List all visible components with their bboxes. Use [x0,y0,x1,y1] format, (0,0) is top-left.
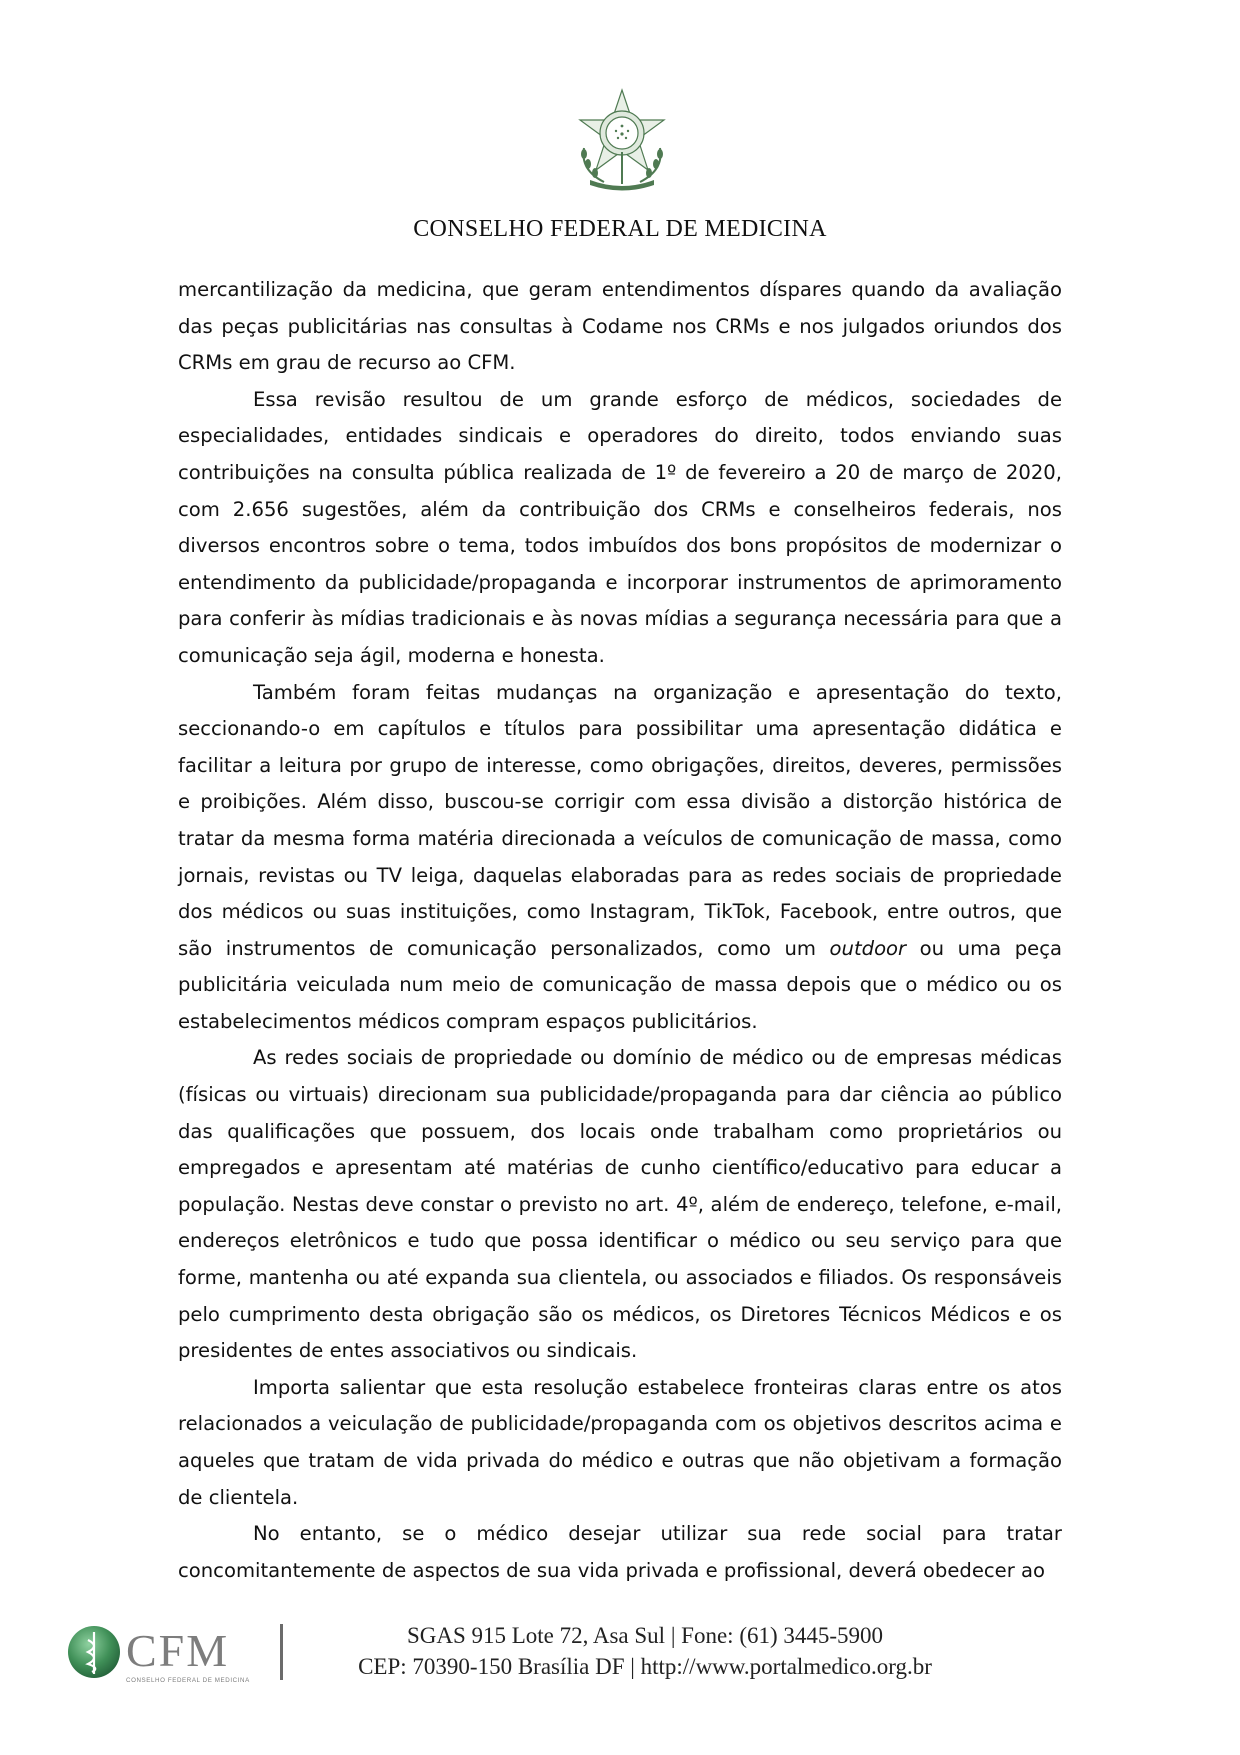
cfm-logo [66,1618,280,1688]
cfm-logo-text: CFM [126,1625,230,1676]
paragraph-2: Essa revisão resultou de um grande esforço de médicos, sociedades de especialidades, entidades sindicais e operadores do direito, todos enviando suas contribuições na consulta pública realizada de 1º de fevereiro a 20 de março de 2020, com 2.656 sugestões, além da contribuição dos CRMs e conselheiros federais, nos diversos encontros sobre o tema, todos imbuídos dos bons propósitos de modernizar o entendimento da publicidade/propaganda e incorporar instrumentos de aprimoramento para conferir às mídias tradicionais e às novas mídias a segurança necessária para que a comunicação seja ágil, moderna e honesta. [178,387,1062,667]
brazil-coat-of-arms-icon [570,88,674,192]
footer-divider [280,1624,283,1680]
paragraph-4: As redes sociais de propriedade ou domínio de médico ou de empresas médicas (físicas ou virtuais) direcionam sua publicidade/propaganda para dar ciência ao público das qualificações que possuem, dos locais onde trabalham como proprietários ou empregados e apresentam até matérias de cunho científico/educativo para educar a população. Nestas deve constar o previsto no art. 4º, além de endereço, telefone, e-mail, endereços eletrônicos e tudo que possa identificar o médico ou seu serviço para que forme, mantenha ou até expanda sua clientela, ou associados e filiados. Os responsáveis pelo cumprimento desta obrigação são os médicos, os Diretores Técnicos Médicos e os presidentes de entes associativos ou sindicais. [178,1046,1062,1363]
paragraph-5: Importa salientar que esta resolução estabelece fronteiras claras entre os atos relacionados a veiculação de publicidade/propaganda com os objetivos descritos acima e aqueles que tratam de vida privada do médico e outras que não objetivam a formação de clientela. [178,1375,1062,1509]
paragraph-3-text-b: ou uma peça publicitária veiculada num meio de comunicação de massa depois que o médico ou os estabelecimentos médicos compram espaços publicitários. [178,936,1062,1033]
page-header [0,0,1240,250]
footer-cep-url: CEP: 70390-150 Brasília DF | http://www.portalmedico.org.br [358,1654,932,1679]
paragraph-6: No entanto, se o médico desejar utilizar sua rede social para tratar concomitantemente de aspectos de sua vida privada e profissional, deverá obedecer ao [178,1522,1062,1582]
organization-name: CONSELHO FEDERAL DE MEDICINA [413,216,827,242]
cfm-logo-subtext: CONSELHO FEDERAL DE MEDICINA [126,1677,250,1684]
footer-contact [295,1620,995,1682]
italic-term: outdoor [829,936,907,960]
page-footer [0,1610,1240,1700]
document-body [178,272,1062,1589]
paragraph-3-text-a: Também foram feitas mudanças na organização e apresentação do texto, seccionando-o em capítulos e títulos para possibilitar uma apresentação didática e facilitar a leitura por grupo de interesse, como obrigações, direitos, deveres, permissões e proibições. Além disso, buscou-se corrigir com essa divisão a distorção histórica de tratar da mesma forma matéria direcionada a veículos de comunicação de massa, como jornais, revistas ou TV leiga, daquelas elaboradas para as redes sociais de propriedade dos médicos ou suas instituições, como Instagram, TikTok, Facebook, entre outros, que são instrumentos de comunicação personalizados, como um [178,680,1062,960]
paragraph-3 [178,675,1062,1041]
footer-address: SGAS 915 Lote 72, Asa Sul | Fone: (61) 3445-5900 [406,1623,884,1648]
paragraph-1: mercantilização da medicina, que geram entendimentos díspares quando da avaliação das peças publicitárias nas consultas à Codame nos CRMs e nos julgados oriundos dos CRMs em grau de recurso ao CFM. [178,278,1062,375]
